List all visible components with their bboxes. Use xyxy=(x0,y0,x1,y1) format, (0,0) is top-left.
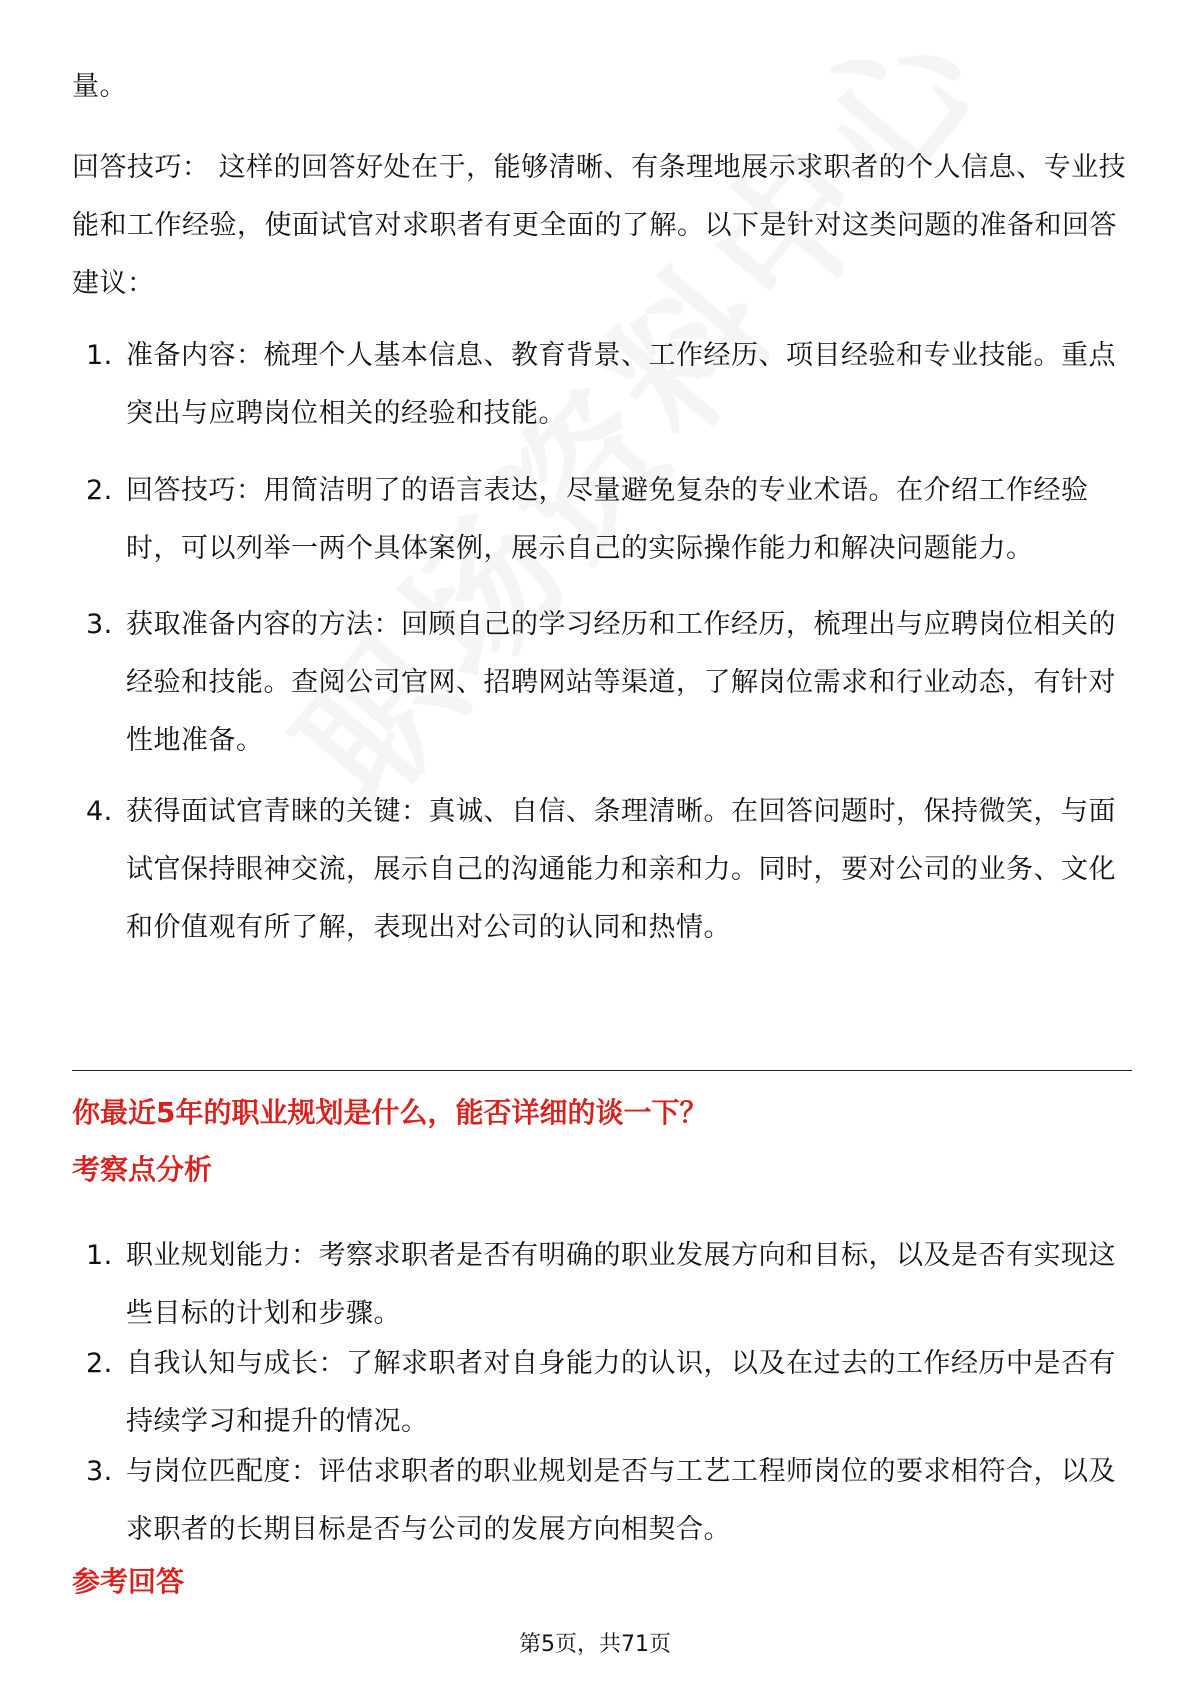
continuation-text: 量。 xyxy=(72,71,127,102)
tips-paragraph: 回答技巧： 这样的回答好处在于，能够清晰、有条理地展示求职者的个人信息、专业技能和工作经验，使面试官对求职者有更全面的了解。以下是针对这类问题的准备和回答建议： xyxy=(72,152,1127,299)
list-item-number: 1. xyxy=(86,1240,113,1271)
list-item-number: 2. xyxy=(86,1348,113,1379)
list-item-number: 2. xyxy=(86,475,113,506)
list-item-number: 1. xyxy=(86,340,113,371)
list-item-text: 回答技巧：用简洁明了的语言表达，尽量避免复杂的专业术语。在介绍工作经验时，可以列举一两个具体案例，展示自己的实际操作能力和解决问题能力。 xyxy=(126,475,1089,564)
analysis-heading: 考察点分析 xyxy=(72,1153,213,1186)
question-heading: 你最近5年的职业规划是什么，能否详细的谈一下？ xyxy=(72,1096,708,1129)
section-divider xyxy=(72,1070,1132,1071)
list-item-text: 获取准备内容的方法：回顾自己的学习经历和工作经历，梳理出与应聘岗位相关的经验和技能。查阅公司官网、招聘网站等渠道，了解岗位需求和行业动态，有针对性地准备。 xyxy=(126,609,1116,756)
list-item-number: 3. xyxy=(86,609,113,640)
page-footer: 第5页，共71页 xyxy=(519,1632,671,1657)
list-item-text: 与岗位匹配度：评估求职者的职业规划是否与工艺工程师岗位的要求相符合，以及求职者的长期目标是否与公司的发展方向相契合。 xyxy=(126,1456,1116,1545)
list-item-text: 准备内容：梳理个人基本信息、教育背景、工作经历、项目经验和专业技能。重点突出与应聘岗位相关的经验和技能。 xyxy=(126,340,1116,429)
list-item-number: 3. xyxy=(86,1456,113,1487)
list-item-text: 获得面试官青睐的关键：真诚、自信、条理清晰。在回答问题时，保持微笑，与面试官保持眼神交流，展示自己的沟通能力和亲和力。同时，要对公司的业务、文化和价值观有所了解，表现出对公司的认同和热情。 xyxy=(126,796,1116,943)
reference-heading: 参考回答 xyxy=(72,1565,185,1598)
list-item-text: 自我认知与成长：了解求职者对自身能力的认识，以及在过去的工作经历中是否有持续学习和提升的情况。 xyxy=(126,1348,1116,1437)
list-item-number: 4. xyxy=(86,796,113,827)
list-item-text: 职业规划能力：考察求职者是否有明确的职业发展方向和目标，以及是否有实现这些目标的计划和步骤。 xyxy=(126,1240,1116,1329)
